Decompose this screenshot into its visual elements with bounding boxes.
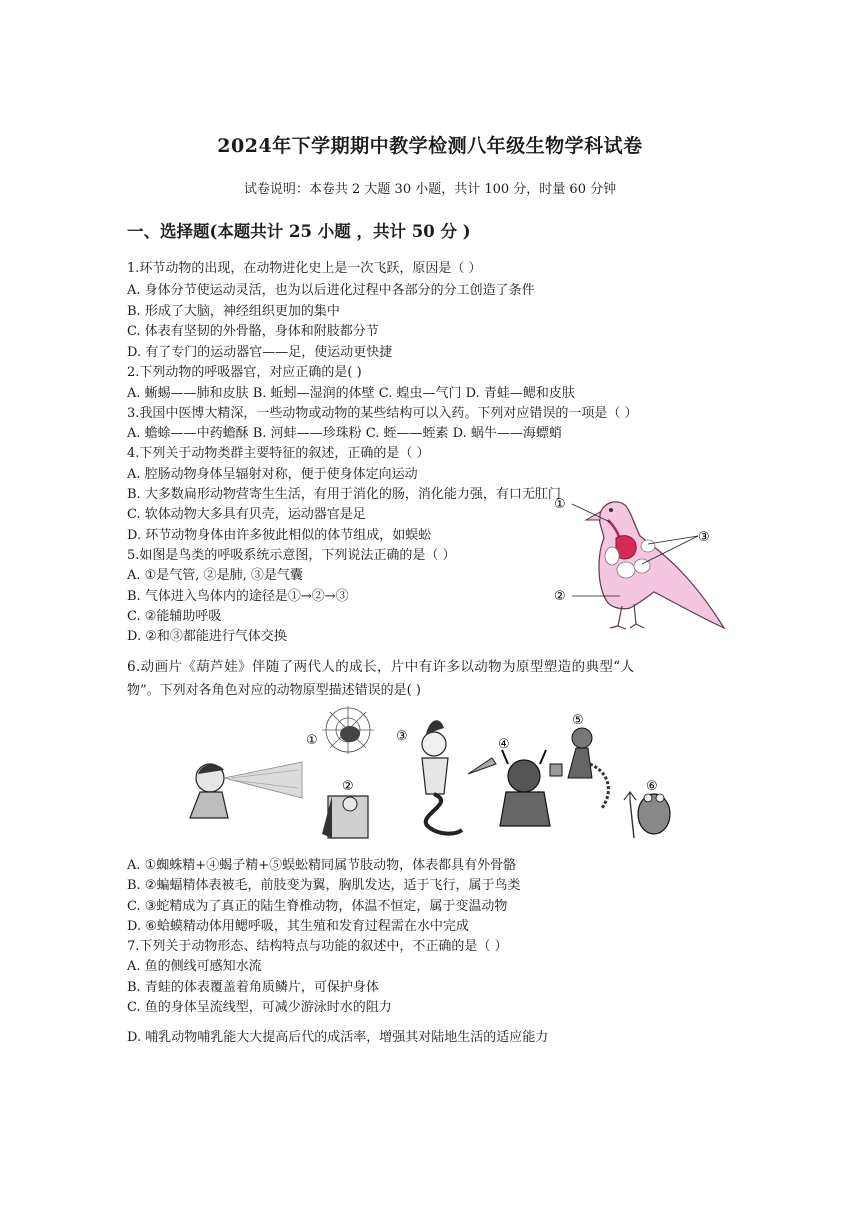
- section-heading: 一、选择题(本题共计 25 小题 ，共计 50 分 ): [127, 222, 471, 241]
- exam-title: 2024年下学期期中教学检测八年级生物学科试卷: [217, 135, 643, 157]
- figure-label-3: ③: [698, 530, 710, 545]
- q1-option-d: D. 有了专门的运动器官——足，使运动更快捷: [127, 345, 393, 360]
- q7-option-a: A. 鱼的侧线可感知水流: [127, 959, 262, 974]
- q6-option-c: C. ③蛇精成为了真正的陆生脊椎动物，体温不恒定，属于变温动物: [127, 899, 508, 914]
- q4-stem: 4.下列关于动物类群主要特征的叙述，正确的是（ ）: [127, 446, 430, 461]
- q1-option-b: B. 形成了大脑，神经组织更加的集中: [127, 304, 340, 319]
- air-sac: [605, 547, 619, 565]
- q2-options: A. 蜥蜴——肺和皮肤 B. 蚯蚓—湿润的体壁 C. 蝗虫—气门 D. 青蛙—鳃和皮肤: [127, 386, 575, 401]
- q3-stem: 3.我国中医博大精深，一些动物或动物的某些结构可以入药。下列对应错误的一项是（ ）: [127, 406, 638, 421]
- calabash-boy: [190, 762, 302, 818]
- q5-option-a: A. ①是气管, ②是肺, ③是气囊: [127, 568, 303, 583]
- bird-eye: [609, 508, 613, 512]
- figure-label-2: ②: [554, 589, 566, 604]
- q7-option-d: D. 哺乳动物哺乳能大大提高后代的成活率，增强其对陆地生活的适应能力: [127, 1030, 549, 1045]
- q6-option-b: B. ②蝙蝠精体表被毛，前肢变为翼，胸肌发达，适于飞行，属于鸟类: [127, 878, 521, 893]
- q6-stem-line2: 物”。下列对各角色对应的动物原型描述错误的是( ): [127, 683, 421, 698]
- air-sac: [641, 540, 655, 552]
- q1-option-c: C. 体表有坚韧的外骨骼，身体和附肢都分节: [127, 324, 379, 339]
- bird-body: [599, 502, 724, 628]
- figure-label-1: ①: [554, 497, 566, 512]
- q4-option-a: A. 腔肠动物身体呈辐射对称，便于使身体定向运动: [127, 467, 418, 482]
- figure-label-4: ④: [498, 737, 510, 752]
- q7-option-c: C. 鱼的身体呈流线型，可减少游泳时水的阻力: [127, 1000, 392, 1015]
- exam-instructions: 试卷说明：本卷共 2 大题 30 小题，共计 100 分，时量 60 分钟: [243, 182, 617, 197]
- q5-stem: 5.如图是鸟类的呼吸系统示意图，下列说法正确的是（ ）: [127, 548, 456, 563]
- calabash-characters-figure: [172, 704, 694, 842]
- figure-label-5: ⑤: [572, 713, 584, 728]
- q3-options: A. 蟾蜍——中药蟾酥 B. 河蚌——珍珠粉 C. 蛭——蛭素 D. 蜗牛——海螵蛸: [127, 426, 562, 441]
- q6-option-a: A. ①蜘蛛精+④蝎子精+⑤蜈蚣精同属节肢动物，体表都具有外骨骼: [127, 858, 517, 873]
- q4-option-c: C. 软体动物大多具有贝壳，运动器官是足: [127, 507, 366, 522]
- q1-stem: 1.环节动物的出现，在动物进化史上是一次飞跃，原因是（ ）: [127, 261, 482, 276]
- q5-option-d: D. ②和③都能进行气体交换: [127, 629, 287, 644]
- q6-stem-line1: 6.动画片《葫芦娃》伴随了两代人的成长，片中有许多以动物为原型塑造的典型“人: [127, 659, 635, 675]
- q4-option-d: D. 环节动物身体由许多彼此相似的体节组成，如蜈蚣: [127, 528, 432, 543]
- q2-stem: 2.下列动物的呼吸器官，对应正确的是( ): [127, 365, 362, 380]
- scorpion-demon: [468, 750, 550, 826]
- centipede-demon: [550, 728, 608, 808]
- figure-label-3: ③: [396, 729, 408, 744]
- figure-label-1: ①: [306, 733, 318, 748]
- figure-label-2: ②: [342, 779, 354, 794]
- snake-demon: [422, 720, 462, 833]
- q7-stem: 7.下列关于动物形态、结构特点与功能的叙述中，不正确的是（ ）: [127, 939, 508, 954]
- bat-demon: [322, 796, 368, 838]
- spider-on-web: [322, 706, 374, 754]
- toad-demon: [624, 792, 670, 838]
- q5-option-c: C. ②能辅助呼吸: [127, 609, 222, 624]
- q7-option-b: B. 青蛙的体表覆盖着角质鳞片，可保护身体: [127, 980, 379, 995]
- bird-respiratory-figure: [548, 492, 726, 632]
- q6-option-d: D. ⑥蛤蟆精动体用鳃呼吸，其生殖和发育过程需在水中完成: [127, 919, 469, 934]
- air-sac: [617, 562, 635, 578]
- q1-option-a: A. 身体分节使运动灵活，也为以后进化过程中各部分的分工创造了条件: [127, 283, 535, 298]
- q5-option-b: B. 气体进入鸟体内的途径是①→②→③: [127, 589, 349, 604]
- figure-label-6: ⑥: [646, 779, 658, 794]
- q4-option-b: B. 大多数扁形动物营寄生生活，有用于消化的肠，消化能力强，有口无肛门: [127, 487, 561, 502]
